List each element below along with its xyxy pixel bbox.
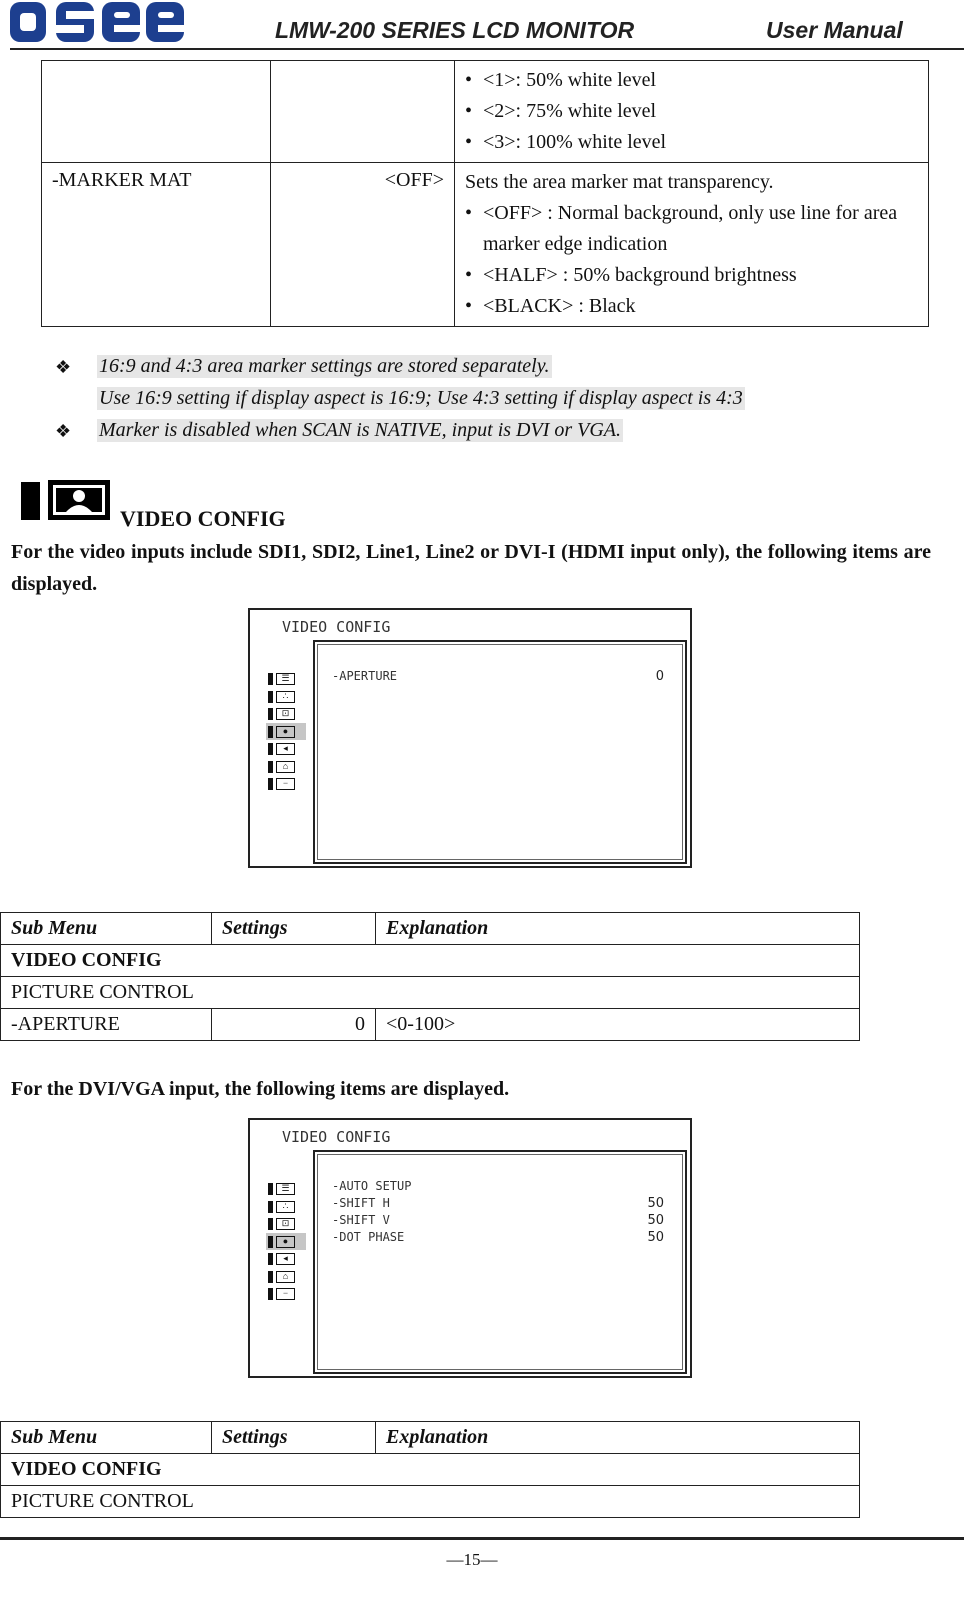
submenu-cell: -MARKER MAT [42,163,271,327]
osd-menu-icons [266,670,306,793]
table-row [42,163,929,327]
dvi-config-table [0,1421,860,1518]
table-row: PICTURE CONTROL [1,977,860,1009]
setting-cell: <OFF> [271,163,455,327]
menu-icon-audio: ◂ [266,740,306,758]
document-title: LMW-200 SERIES LCD MONITOR [275,17,635,43]
list-item: • <HALF> : 50% background brightness [465,264,797,286]
section-intro: For the video inputs include SDI1, SDI2, Line1, Line2 or DVI-I (HDMI input only), the following items are displayed. [11,541,931,595]
section-intro-dvi: For the DVI/VGA input, the following items are displayed. [11,1078,510,1100]
table-row: PICTURE CONTROL [1,1486,860,1518]
osd-row-value: 50 [647,1196,664,1211]
section-bar-icon [21,482,40,520]
menu-icon-color: ∴ [266,1198,306,1216]
menu-icon-system: ⌂ [266,1268,306,1286]
table-row [42,61,929,163]
menu-icon-audio: ◂ [266,1250,306,1268]
document-type: User Manual [766,17,903,43]
menu-icon-list: ☰ [266,670,306,688]
table-header: Sub Menu Settings Explanation [1,913,860,945]
menu-icon-marker: ⊡ [266,705,306,723]
menu-icon-exit: − [266,775,306,793]
osd-title: VIDEO CONFIG [282,1128,391,1146]
list-item: • <OFF> : Normal background, only use line for area [465,202,898,224]
section-title: VIDEO CONFIG [120,506,286,531]
osd-menu-icons [266,1180,306,1303]
osd-row-value: 50 [647,1213,664,1228]
menu-icon-system: ⌂ [266,758,306,776]
menu-icon-exit: − [266,1285,306,1303]
menu-icon-list: ☰ [266,1180,306,1198]
menu-icon-video-config: ● [266,1233,306,1251]
osd-row-label: -SHIFT H [332,1196,390,1210]
page-number: —15— [446,1550,498,1569]
table-row: VIDEO CONFIG [1,945,860,977]
table-row: VIDEO CONFIG [1,1454,860,1486]
osd-panel-inner [317,1154,683,1370]
marker-settings-table [41,60,929,327]
osee-logo [10,2,184,42]
menu-icon-video-config: ● [266,723,306,741]
table-row: -APERTURE 0 <0-100> [1,1009,860,1041]
video-config-table [0,912,860,1041]
osd-screenshot-dvi [248,1118,692,1378]
osd-row-label: -DOT PHASE [332,1230,405,1244]
list-item: • <BLACK> : Black [465,295,636,317]
osd-row-value: 50 [647,1230,664,1245]
menu-icon-marker: ⊡ [266,1215,306,1233]
video-config-icon [48,480,110,520]
osd-screenshot-video [248,608,692,868]
page-header [10,0,964,50]
osd-row-label: -APERTURE [332,669,398,683]
list-item: • <1>: 50% white level [465,69,657,91]
diamond-icon: ❖ [55,421,72,441]
footer-divider [0,1537,964,1540]
list-item: • <3>: 100% white level [465,131,667,153]
osd-row-label: -AUTO SETUP [332,1179,412,1193]
osd-title: VIDEO CONFIG [282,618,391,636]
explanation-cell: Sets the area marker mat transparency. • <OFF> : Normal background, only use line for area marker edge indication • <HALF> : 50% background brightness • <BLACK> : Black [455,163,929,327]
list-item: • <2>: 75% white level [465,100,657,122]
osd-row-label: -SHIFT V [332,1213,390,1227]
table-header: Sub Menu Settings Explanation [1,1422,860,1454]
menu-icon-color: ∴ [266,688,306,706]
osd-row-value: 0 [655,669,664,684]
diamond-icon: ❖ [55,357,72,377]
list-item: marker edge indication [483,233,668,255]
osd-panel-inner [317,644,683,860]
